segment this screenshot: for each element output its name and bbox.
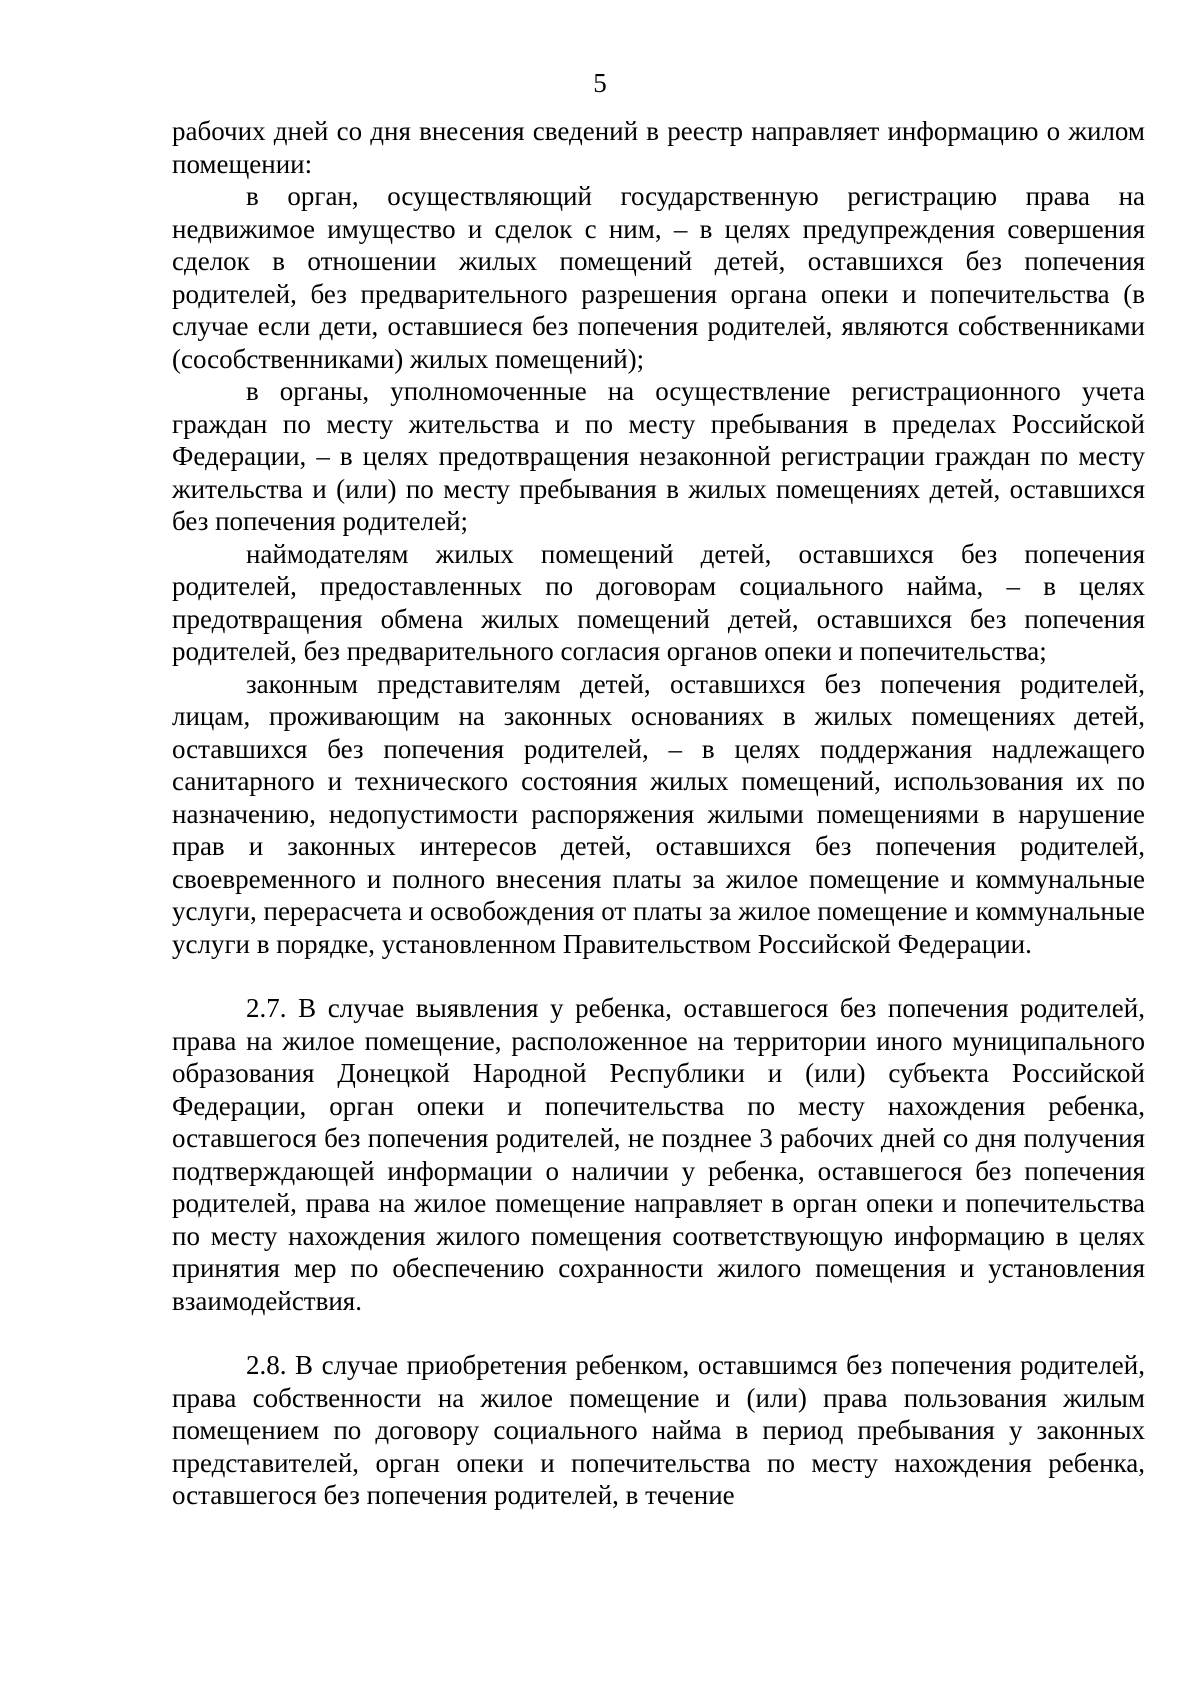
paragraph-section-2-8: 2.8. В случае приобретения ребенком, оставшимся без попечения родителей, права собственности на жилое помещение и (или) права пользования жилым помещением по договору социального найма в период пребывания у законных представителей, орган опеки и попечительства по месту нахождения ребенка, оставшегося без попечения родителей, в течение <box>172 1350 1145 1510</box>
paragraph-landlords: наймодателям жилых помещений детей, оставшихся без попечения родителей, предоставленных по договорам социального найма, – в целях предотвращения обмена жилых помещений детей, оставшихся без попечения родителей, без предварительного согласия органов опеки и попечительства; <box>172 538 1145 666</box>
document-body <box>172 115 1145 1512</box>
paragraph-legal-representatives: законным представителям детей, оставшихся без попечения родителей, лицам, проживающим на законных основаниях в жилых помещениях детей, оставшихся без попечения родителей, – в целях поддержания надлежащего санитарного и технического состояния жилых помещений, использования их по назначению, недопустимости распоряжения жилыми помещениями в нарушение прав и законных интересов детей, оставшихся без попечения родителей, своевременного и полного внесения платы за жилое помещение и коммунальные услуги, перерасчета и освобождения от платы за жилое помещение и коммунальные услуги в порядке, установленном Правительством Российской Федерации. <box>172 668 1145 959</box>
paragraph-registration-authority: в орган, осуществляющий государственную регистрацию права на недвижимое имущество и сделок с ним, – в целях предупреждения совершения сделок в отношении жилых помещений детей, оставшихся без попечения родителей, без предварительного разрешения органа опеки и попечительства (в случае если дети, оставшиеся без попечения родителей, являются собственниками (сособственниками) жилых помещений); <box>172 181 1145 374</box>
paragraph-continuation: рабочих дней со дня внесения сведений в реестр направляет информацию о жилом помещении: <box>172 116 1145 179</box>
page-number: 5 <box>593 68 607 98</box>
paragraph-registration-accounting: в органы, уполномоченные на осуществление регистрационного учета граждан по месту жительства и по месту пребывания в пределах Российской Федерации, – в целях предотвращения незаконной регистрации граждан по месту жительства и (или) по месту пребывания в жилых помещениях детей, оставшихся без попечения родителей; <box>172 376 1145 536</box>
paragraph-section-2-7: 2.7. В случае выявления у ребенка, оставшегося без попечения родителей, права на жилое помещение, расположенное на территории иного муниципального образования Донецкой Народной Республики и (или) субъекта Российской Федерации, орган опеки и попечительства по месту нахождения ребенка, оставшегося без попечения родителей, не позднее 3 рабочих дней со дня получения подтверждающей информации о наличии у ребенка, оставшегося без попечения родителей, права на жилое помещение направляет в орган опеки и попечительства по месту нахождения жилого помещения соответствующую информацию в целях принятия мер по обеспечению сохранности жилого помещения и установления взаимодействия. <box>172 993 1145 1316</box>
